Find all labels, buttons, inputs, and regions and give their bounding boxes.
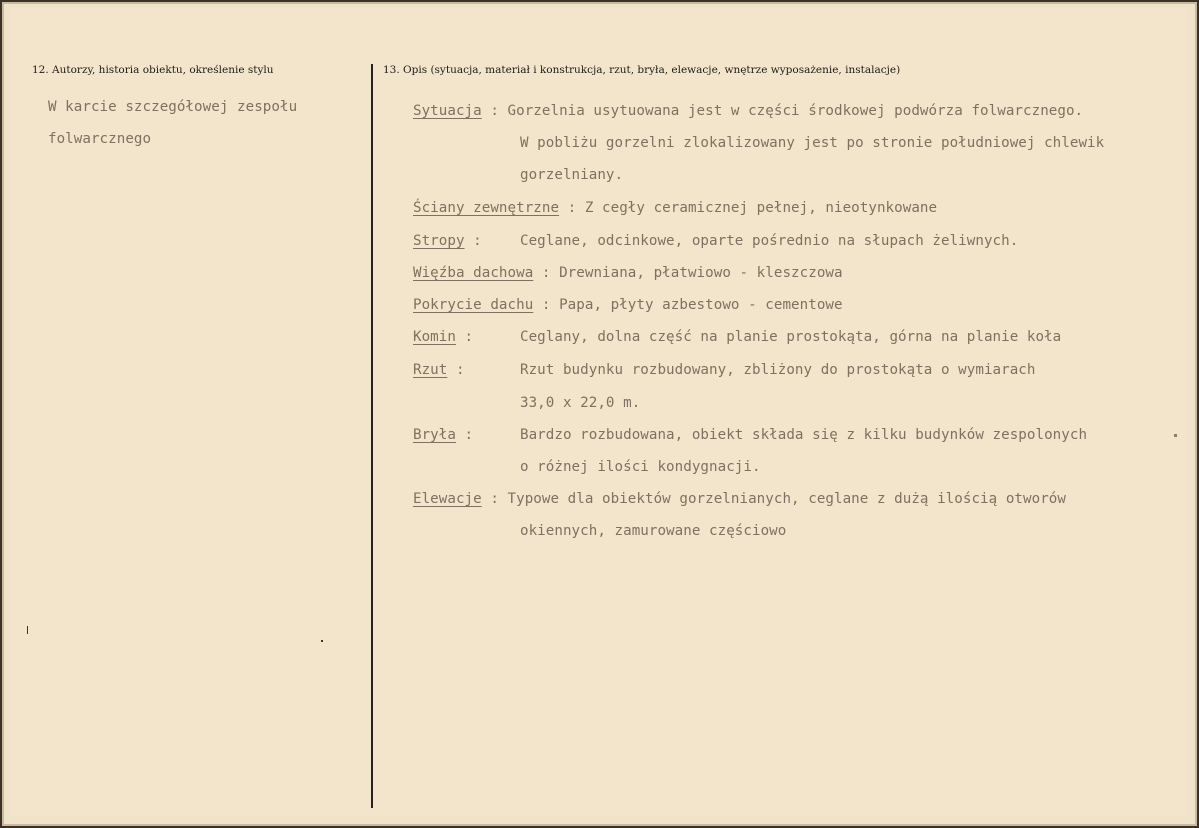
entry-separator: : (447, 362, 465, 378)
left-text-line-2: folwarcznego (48, 131, 152, 147)
entry-sciany (413, 200, 937, 216)
entry-separator: : (533, 265, 560, 281)
entry-label: Elewacje (413, 491, 482, 507)
entry-text: Drewniana, płatwiowo - kleszczowa (559, 265, 843, 281)
entry-elewacje-line-2: okiennych, zamurowane częściowo (520, 523, 787, 539)
section-13-header: 13. Opis (sytuacja, materiał i konstrukcja, rzut, bryła, elewacje, wnętrze wyposażenie, instalacje) (383, 64, 901, 76)
entry-separator: : (455, 427, 474, 443)
entry-separator: : (533, 297, 560, 313)
entry-separator: : (559, 200, 585, 216)
card-surface (10, 8, 1186, 816)
entry-rzut-text: Rzut budynku rozbudowany, zbliżony do prostokąta o wymiarach (520, 362, 1036, 378)
entry-separator: : (481, 491, 508, 507)
entry-sytuacja-line-2: W pobliżu gorzelni zlokalizowany jest po stronie południowej chlewik (520, 135, 1105, 151)
left-text-line-1: W karcie szczegółowej zespołu (48, 99, 298, 115)
section-12-header: 12. Autorzy, historia obiektu, określenie stylu (32, 64, 274, 76)
paper-speck (321, 640, 323, 642)
entry-komin-label (413, 329, 473, 345)
entry-stropy-label (413, 233, 482, 249)
entry-sytuacja-line-3: gorzelniany. (520, 167, 624, 183)
entry-pokrycie (413, 297, 843, 313)
entry-rzut-label (413, 362, 465, 378)
entry-label: Komin (413, 329, 456, 345)
entry-text: Gorzelnia usytuowana jest w części środkowej podwórza folwarcznego. (507, 103, 1084, 119)
entry-text: Z cegły ceramicznej pełnej, nieotynkowane (584, 200, 938, 216)
entry-label: Stropy (413, 233, 465, 249)
entry-separator: : (481, 103, 508, 119)
column-divider (371, 64, 373, 808)
paper-speck (1174, 434, 1177, 437)
entry-label: Bryła (413, 427, 456, 443)
entry-sytuacja (413, 103, 1083, 119)
entry-text: Typowe dla obiektów gorzelnianych, ceglane z dużą ilością otworów (507, 491, 1066, 507)
entry-label: Pokrycie dachu (413, 297, 534, 313)
entry-separator: : (464, 233, 482, 249)
entry-wiezba (413, 265, 843, 281)
entry-stropy-text: Ceglane, odcinkowe, oparte pośrednio na słupach żeliwnych. (520, 233, 1019, 249)
paper-speck (27, 626, 28, 634)
entry-bryla-line-2: o różnej ilości kondygnacji. (520, 459, 761, 475)
entry-komin-text: Ceglany, dolna część na planie prostokąta, górna na planie koła (520, 329, 1062, 345)
entry-text: Papa, płyty azbestowo - cementowe (559, 297, 843, 313)
entry-rzut-line-2: 33,0 x 22,0 m. (520, 395, 641, 411)
entry-label: Sytuacja (413, 103, 482, 119)
entry-bryla-text: Bardzo rozbudowana, obiekt składa się z kilku budynków zespolonych (520, 427, 1088, 443)
entry-label: Ściany zewnętrzne (413, 200, 560, 216)
entry-bryla-label (413, 427, 473, 443)
entry-label: Więźba dachowa (413, 265, 534, 281)
entry-elewacje (413, 491, 1066, 507)
entry-label: Rzut (413, 362, 448, 378)
entry-separator: : (455, 329, 474, 345)
